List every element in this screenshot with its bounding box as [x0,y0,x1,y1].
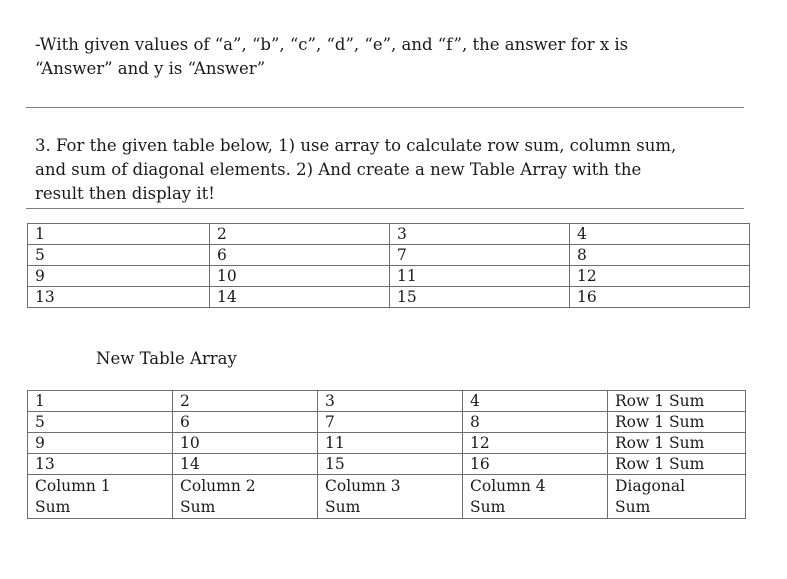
table-cell: 1 [28,224,210,245]
column-sum-cell [28,475,173,519]
cell-line: Sum [470,498,506,516]
table-cell: 10 [173,433,318,454]
cell-line: Sum [35,498,71,516]
cell-line: Column 1 [35,477,111,495]
divider-line [26,107,744,108]
cell-line: Column 2 [180,477,256,495]
table-cell: 9 [28,266,210,287]
table-cell: 8 [463,412,608,433]
table-cell: 9 [28,433,173,454]
table-cell: 4 [570,224,750,245]
cell-line: Sum [615,498,651,516]
row-sum-cell: Row 1 Sum [608,391,746,412]
table-cell: 15 [390,287,570,308]
intro-paragraph [35,33,628,81]
question-paragraph [35,134,676,206]
table-row [28,391,746,412]
table-cell: 6 [210,245,390,266]
table-row [28,266,750,287]
table-cell: 5 [28,412,173,433]
cell-line: Sum [180,498,216,516]
diagonal-sum-cell [608,475,746,519]
cell-line: Sum [325,498,361,516]
table-cell: 7 [390,245,570,266]
table-cell: 14 [210,287,390,308]
table-row [28,245,750,266]
column-sum-cell [318,475,463,519]
table-cell: 16 [463,454,608,475]
table-cell: 5 [28,245,210,266]
table-row [28,224,750,245]
row-sum-cell: Row 1 Sum [608,412,746,433]
question-line-3: result then display it! [35,184,215,203]
row-sum-cell: Row 1 Sum [608,454,746,475]
table-row [28,287,750,308]
table-cell: 12 [463,433,608,454]
table-cell: 10 [210,266,390,287]
summary-row [28,475,746,519]
cell-line: Diagonal [615,477,686,495]
divider-line [26,208,744,209]
question-line-1: 3. For the given table below, 1) use array to calculate row sum, column sum, [35,136,677,155]
table-row [28,433,746,454]
cell-line: Column 4 [470,477,546,495]
table-cell: 3 [390,224,570,245]
table-cell: 13 [28,454,173,475]
input-table [27,223,750,308]
table-cell: 13 [28,287,210,308]
table-cell: 1 [28,391,173,412]
cell-line: Column 3 [325,477,401,495]
column-sum-cell [173,475,318,519]
table-cell: 2 [173,391,318,412]
new-table-array [27,390,746,519]
table-cell: 4 [463,391,608,412]
table-row [28,454,746,475]
table-cell: 6 [173,412,318,433]
table-cell: 12 [570,266,750,287]
table-cell: 2 [210,224,390,245]
table-cell: 7 [318,412,463,433]
question-line-2: and sum of diagonal elements. 2) And create a new Table Array with the [35,160,642,179]
row-sum-cell: Row 1 Sum [608,433,746,454]
table-cell: 8 [570,245,750,266]
table-row [28,412,746,433]
table-cell: 11 [390,266,570,287]
intro-line-1: -With given values of “a”, “b”, “c”, “d”, “e”, and “f”, the answer for x is [35,35,629,54]
table-cell: 15 [318,454,463,475]
column-sum-cell [463,475,608,519]
intro-line-2: “Answer” and y is “Answer” [35,59,266,78]
table-cell: 3 [318,391,463,412]
table-cell: 11 [318,433,463,454]
table-cell: 14 [173,454,318,475]
table-cell: 16 [570,287,750,308]
new-table-caption: New Table Array [96,349,237,368]
